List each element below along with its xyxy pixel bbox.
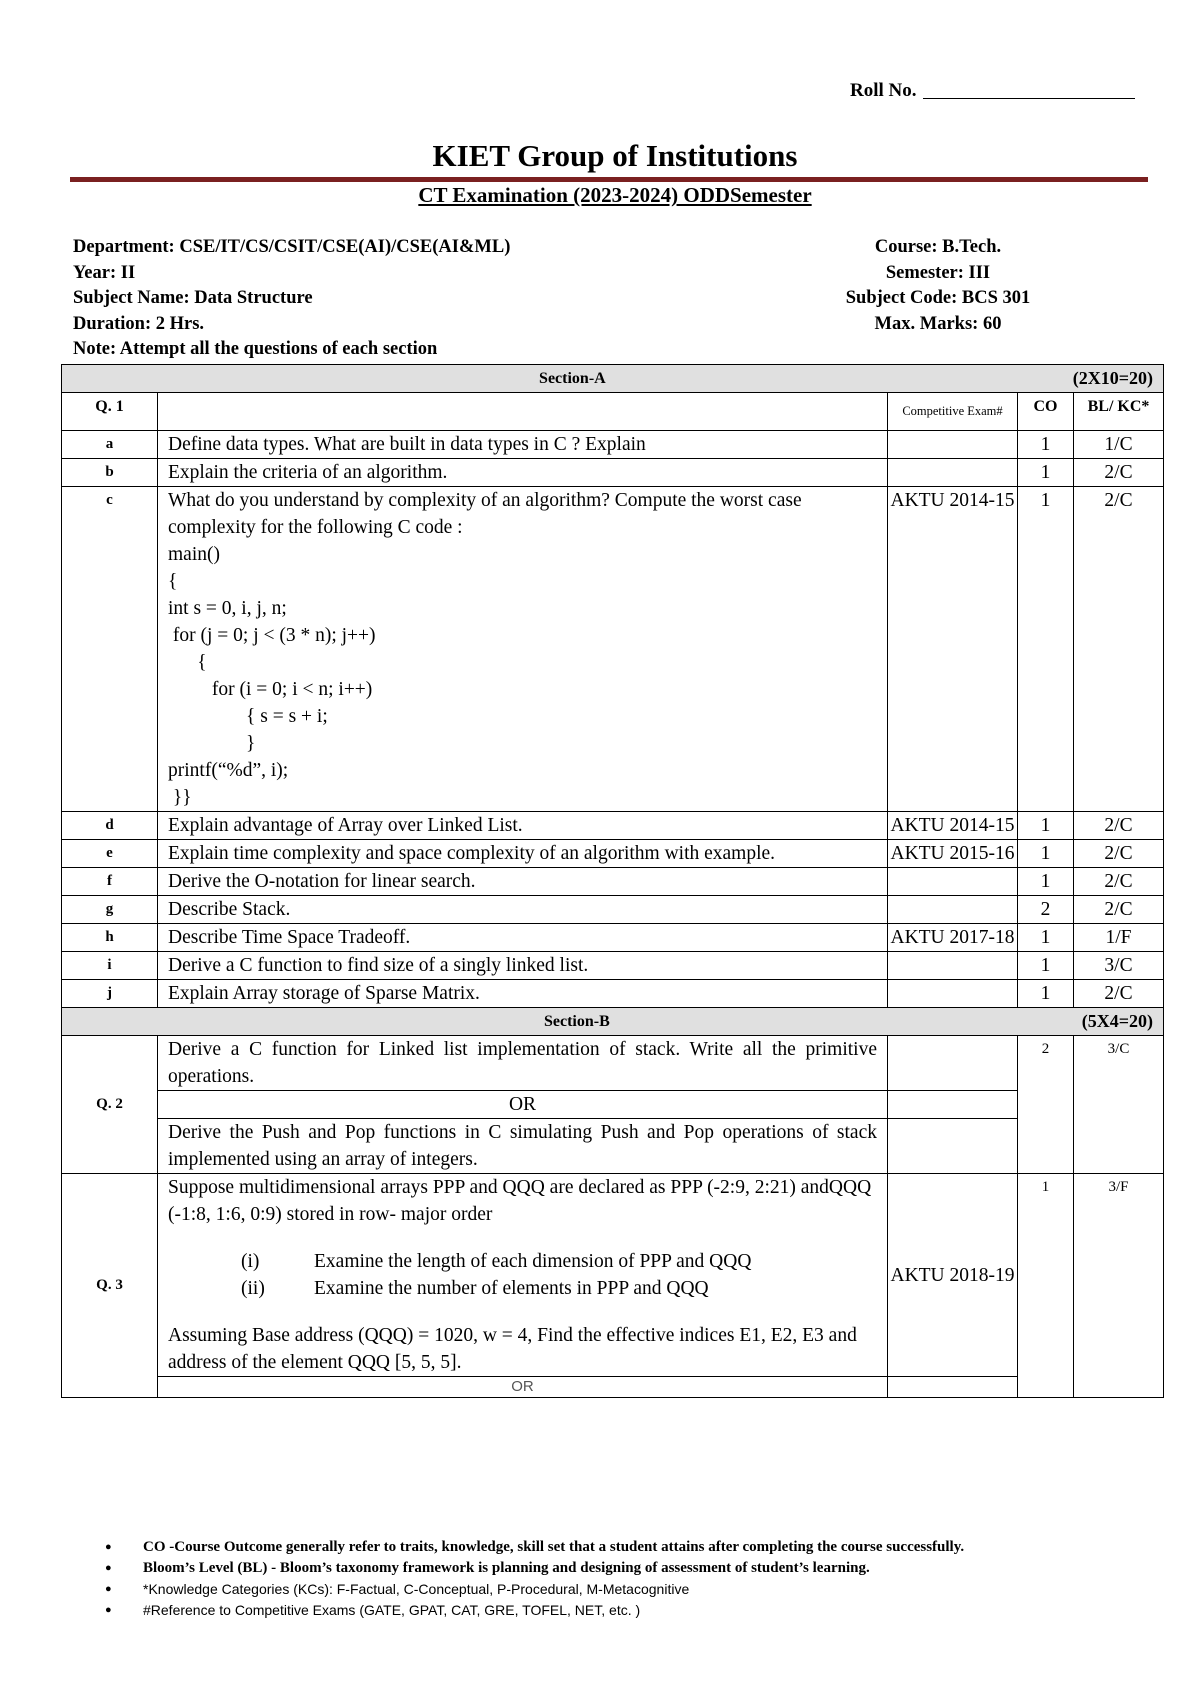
q3-intro: Suppose multidimensional arrays PPP and QQQ are declared as PPP (-2:9, 2:21) andQQQ (-1:8, 1:6, 0:9) stored in row- major order <box>168 1177 872 1225</box>
question-label: h <box>62 924 158 952</box>
question-text: Explain Array storage of Sparse Matrix. <box>158 980 888 1008</box>
q2-exam-1 <box>888 1036 1018 1091</box>
q2-option-1: Derive a C function for Linked list implementation of stack. Write all the primitive operations. <box>158 1036 888 1091</box>
table-row <box>62 924 1164 952</box>
table-row <box>62 1174 1164 1377</box>
table-row <box>62 431 1164 459</box>
question-exam: AKTU 2015-16 <box>888 840 1018 868</box>
table-row <box>62 812 1164 840</box>
question-exam: AKTU 2017-18 <box>888 924 1018 952</box>
question-text: Define data types. What are built in data types in C ? Explain <box>158 431 888 459</box>
q2-exam-2 <box>888 1119 1018 1174</box>
question-bl: 2/C <box>1074 980 1164 1008</box>
question-co: 1 <box>1018 812 1074 840</box>
q3-bl: 3/F <box>1074 1174 1164 1398</box>
question-co: 1 <box>1018 459 1074 487</box>
question-exam <box>888 868 1018 896</box>
question-exam <box>888 896 1018 924</box>
q3-exam-or <box>888 1377 1018 1398</box>
table-row <box>62 840 1164 868</box>
roll-number-field <box>850 80 1135 102</box>
question-text: Explain the criteria of an algorithm. <box>158 459 888 487</box>
col-bl-kc: BL/ KC* <box>1074 393 1164 431</box>
section-a-header <box>62 365 1164 393</box>
question-text: Describe Time Space Tradeoff. <box>158 924 888 952</box>
question-bl: 2/C <box>1074 840 1164 868</box>
q2-bl: 3/C <box>1074 1036 1164 1174</box>
subject-code: Subject Code: BCS 301 <box>845 288 1031 308</box>
table-row <box>62 459 1164 487</box>
q2-exam-or <box>888 1091 1018 1119</box>
question-label: j <box>62 980 158 1008</box>
q3-co: 1 <box>1018 1174 1074 1398</box>
question-bl: 3/C <box>1074 952 1164 980</box>
question-bl: 1/F <box>1074 924 1164 952</box>
q3-label: Q. 3 <box>62 1174 158 1398</box>
question-co: 1 <box>1018 431 1074 459</box>
question-exam: AKTU 2014-15 <box>888 487 1018 812</box>
exam-meta-left <box>73 235 510 363</box>
institution-title: KIET Group of Institutions <box>432 138 798 173</box>
question-label: d <box>62 812 158 840</box>
question-bl: 2/C <box>1074 896 1164 924</box>
footnote-bl: ● Bloom’s Level (BL) - Bloom’s taxonomy framework is planning and designing of assessment of student’s learning. <box>105 1558 964 1579</box>
footnote-co: ● CO -Course Outcome generally refer to traits, knowledge, skill set that a student attains after completing the course successfully. <box>105 1537 964 1558</box>
table-row <box>62 868 1164 896</box>
question-label: b <box>62 459 158 487</box>
question-co: 1 <box>1018 980 1074 1008</box>
footnote-exams: ● #Reference to Competitive Exams (GATE, GPAT, CAT, GRE, TOFEL, NET, etc. ) <box>105 1600 964 1621</box>
question-bl: 2/C <box>1074 868 1164 896</box>
q3-question <box>158 1174 888 1377</box>
q2-label: Q. 2 <box>62 1036 158 1174</box>
q3-or: OR <box>158 1377 888 1398</box>
year: Year: II <box>73 262 136 283</box>
title-divider <box>70 177 1148 182</box>
col-co: CO <box>1018 393 1074 431</box>
code-snippet: main() { int s = 0, i, j, n; for (j = 0; j < (3 * n); j++) { for (i = 0; i < n; i++) { s = s + i; } printf(“%d”, i); }} <box>168 544 376 808</box>
question-bl: 2/C <box>1074 812 1164 840</box>
roll-number-blank[interactable] <box>923 98 1135 99</box>
question-label: f <box>62 868 158 896</box>
q2-co: 2 <box>1018 1036 1074 1174</box>
table-row <box>62 980 1164 1008</box>
q2-or: OR <box>158 1091 888 1119</box>
table-row <box>62 896 1164 924</box>
footnotes <box>105 1537 964 1621</box>
footnote-kc: ● *Knowledge Categories (KCs): F-Factual, C-Conceptual, P-Procedural, M-Metacognitive <box>105 1579 964 1600</box>
question-text: What do you understand by complexity of an algorithm? Compute the worst case complexity for the following C code : <box>168 490 802 538</box>
question-text-block <box>158 487 888 812</box>
subject-name: Subject Name: Data Structure <box>73 288 313 308</box>
question-text: Describe Stack. <box>158 896 888 924</box>
table-row <box>62 1091 1164 1119</box>
exam-title: CT Examination (2023-2024) ODDSemester <box>418 183 812 207</box>
question-text: Derive the O-notation for linear search. <box>158 868 888 896</box>
section-b-header <box>62 1008 1164 1036</box>
duration: Duration: 2 Hrs. <box>73 313 205 334</box>
q3-exam: AKTU 2018-19 <box>888 1174 1018 1377</box>
max-marks: Max. Marks: 60 <box>874 313 1002 334</box>
question-co: 2 <box>1018 896 1074 924</box>
question-bl: 2/C <box>1074 459 1164 487</box>
exam-meta-right <box>838 235 1038 337</box>
question-co: 1 <box>1018 840 1074 868</box>
question-label: g <box>62 896 158 924</box>
course: Course: B.Tech. <box>874 237 1002 257</box>
column-header-row <box>62 393 1164 431</box>
table-row <box>62 1119 1164 1174</box>
q3-subpart: (ii) Examine the number of elements in PPP and QQQ <box>241 1278 709 1299</box>
q1-label: Q. 1 <box>62 393 158 431</box>
department: Department: CSE/IT/CS/CSIT/CSE(AI)/CSE(AI&ML) <box>73 237 511 257</box>
question-text: Explain advantage of Array over Linked List. <box>158 812 888 840</box>
question-exam <box>888 980 1018 1008</box>
table-row <box>62 952 1164 980</box>
question-text: Derive a C function to find size of a singly linked list. <box>158 952 888 980</box>
q3-subpart: (i) Examine the length of each dimension of PPP and QQQ <box>241 1251 752 1272</box>
q3-outro: Assuming Base address (QQQ) = 1020, w = 4, Find the effective indices E1, E2, E3 and address of the element QQQ [5, 5, 5]. <box>168 1325 857 1373</box>
instructions-note: Note: Attempt all the questions of each section <box>73 339 438 359</box>
table-row <box>62 1036 1164 1091</box>
question-co: 1 <box>1018 487 1074 812</box>
question-label: a <box>62 431 158 459</box>
question-exam <box>888 431 1018 459</box>
question-co: 1 <box>1018 868 1074 896</box>
table-row <box>62 487 1164 812</box>
section-b-title: Section-B <box>543 1013 610 1030</box>
question-exam: AKTU 2014-15 <box>888 812 1018 840</box>
section-a-marks: (2X10=20) <box>1072 368 1154 388</box>
question-label: c <box>62 487 158 812</box>
roll-number-label: Roll No. <box>850 80 917 101</box>
question-label: e <box>62 840 158 868</box>
question-bl: 2/C <box>1074 487 1164 812</box>
question-co: 1 <box>1018 924 1074 952</box>
table-row <box>62 1377 1164 1398</box>
section-a-title: Section-A <box>539 370 606 387</box>
q2-option-2: Derive the Push and Pop functions in C simulating Push and Pop operations of stack implemented using an array of integers. <box>158 1119 888 1174</box>
question-header-empty <box>158 393 888 431</box>
semester: Semester: III <box>885 262 991 283</box>
col-competitive-exam: Competitive Exam# <box>888 393 1018 431</box>
question-label: i <box>62 952 158 980</box>
section-b-marks: (5X4=20) <box>1081 1011 1154 1031</box>
question-exam <box>888 952 1018 980</box>
question-text: Explain time complexity and space complexity of an algorithm with example. <box>158 840 888 868</box>
question-co: 1 <box>1018 952 1074 980</box>
question-exam <box>888 459 1018 487</box>
question-table <box>61 364 1164 1398</box>
question-bl: 1/C <box>1074 431 1164 459</box>
